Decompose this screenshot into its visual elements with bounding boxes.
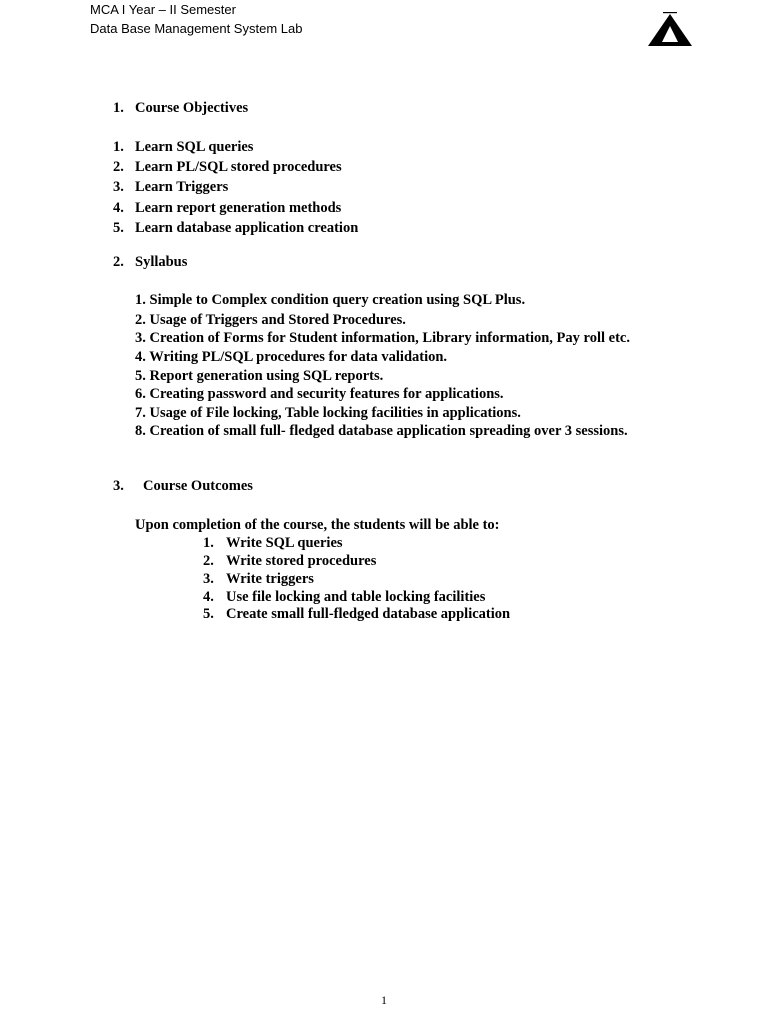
list-item-number: 1.	[203, 535, 214, 551]
list-item	[203, 570, 314, 588]
page-number: 1	[381, 993, 387, 1007]
institution-logo-icon	[645, 10, 695, 50]
syllabus-item: 2. Usage of Triggers and Stored Procedures.	[135, 312, 406, 328]
syllabus-item: 4. Writing PL/SQL procedures for data validation.	[135, 349, 448, 365]
syllabus-item: 7. Usage of File locking, Table locking facilities in applications.	[135, 405, 521, 421]
syllabus-item: 6. Creating password and security features for applications.	[135, 386, 504, 402]
list-item-text: Write stored procedures	[226, 553, 377, 569]
list-item-number: 4.	[113, 200, 124, 216]
list-item	[203, 534, 343, 552]
list-item	[203, 605, 511, 623]
syllabus-item: 1. Simple to Complex condition query creation using SQL Plus.	[135, 292, 526, 308]
list-item-number: 2.	[113, 159, 124, 175]
list-item-number: 2.	[203, 553, 214, 569]
header-lab-title: Data Base Management System Lab	[90, 21, 303, 36]
list-item	[113, 138, 254, 156]
list-item-text: Write SQL queries	[226, 535, 343, 551]
list-item-text: Learn Triggers	[135, 179, 229, 195]
list-item-number: 4.	[203, 589, 214, 605]
list-item-text: Use file locking and table locking facilities	[226, 589, 486, 605]
list-item-text: Learn database application creation	[135, 220, 359, 236]
list-item-text: Write triggers	[226, 571, 314, 587]
syllabus-item: 3. Creation of Forms for Student information, Library information, Pay roll etc.	[135, 330, 630, 346]
section-course-objectives-heading	[113, 99, 249, 117]
section-title: Syllabus	[135, 254, 188, 270]
list-item-text: Learn report generation methods	[135, 200, 342, 216]
syllabus-item: 5. Report generation using SQL reports.	[135, 368, 384, 384]
list-item-number: 3.	[203, 571, 214, 587]
list-item-number: 1.	[113, 139, 124, 155]
section-number: 1.	[113, 100, 124, 116]
list-item	[203, 552, 377, 570]
list-item-text: Learn SQL queries	[135, 139, 254, 155]
section-number: 2.	[113, 254, 124, 270]
list-item	[113, 199, 342, 217]
list-item	[113, 158, 342, 176]
list-item-text: Learn PL/SQL stored procedures	[135, 159, 342, 175]
section-number: 3.	[113, 478, 124, 494]
list-item-text: Create small full-fledged database application	[226, 606, 511, 622]
list-item	[113, 219, 359, 237]
list-item-number: 3.	[113, 179, 124, 195]
section-title: Course Objectives	[135, 100, 249, 116]
section-course-outcomes-heading	[113, 477, 253, 495]
list-item-number: 5.	[113, 220, 124, 236]
list-item	[113, 178, 229, 196]
outcomes-intro: Upon completion of the course, the students will be able to:	[135, 517, 500, 533]
header-course-line: MCA I Year – II Semester	[90, 2, 236, 17]
section-title: Course Outcomes	[143, 478, 253, 494]
syllabus-item: 8. Creation of small full- fledged database application spreading over 3 sessions.	[135, 423, 628, 439]
list-item	[203, 588, 486, 606]
list-item-number: 5.	[203, 606, 214, 622]
section-syllabus-heading	[113, 253, 188, 271]
